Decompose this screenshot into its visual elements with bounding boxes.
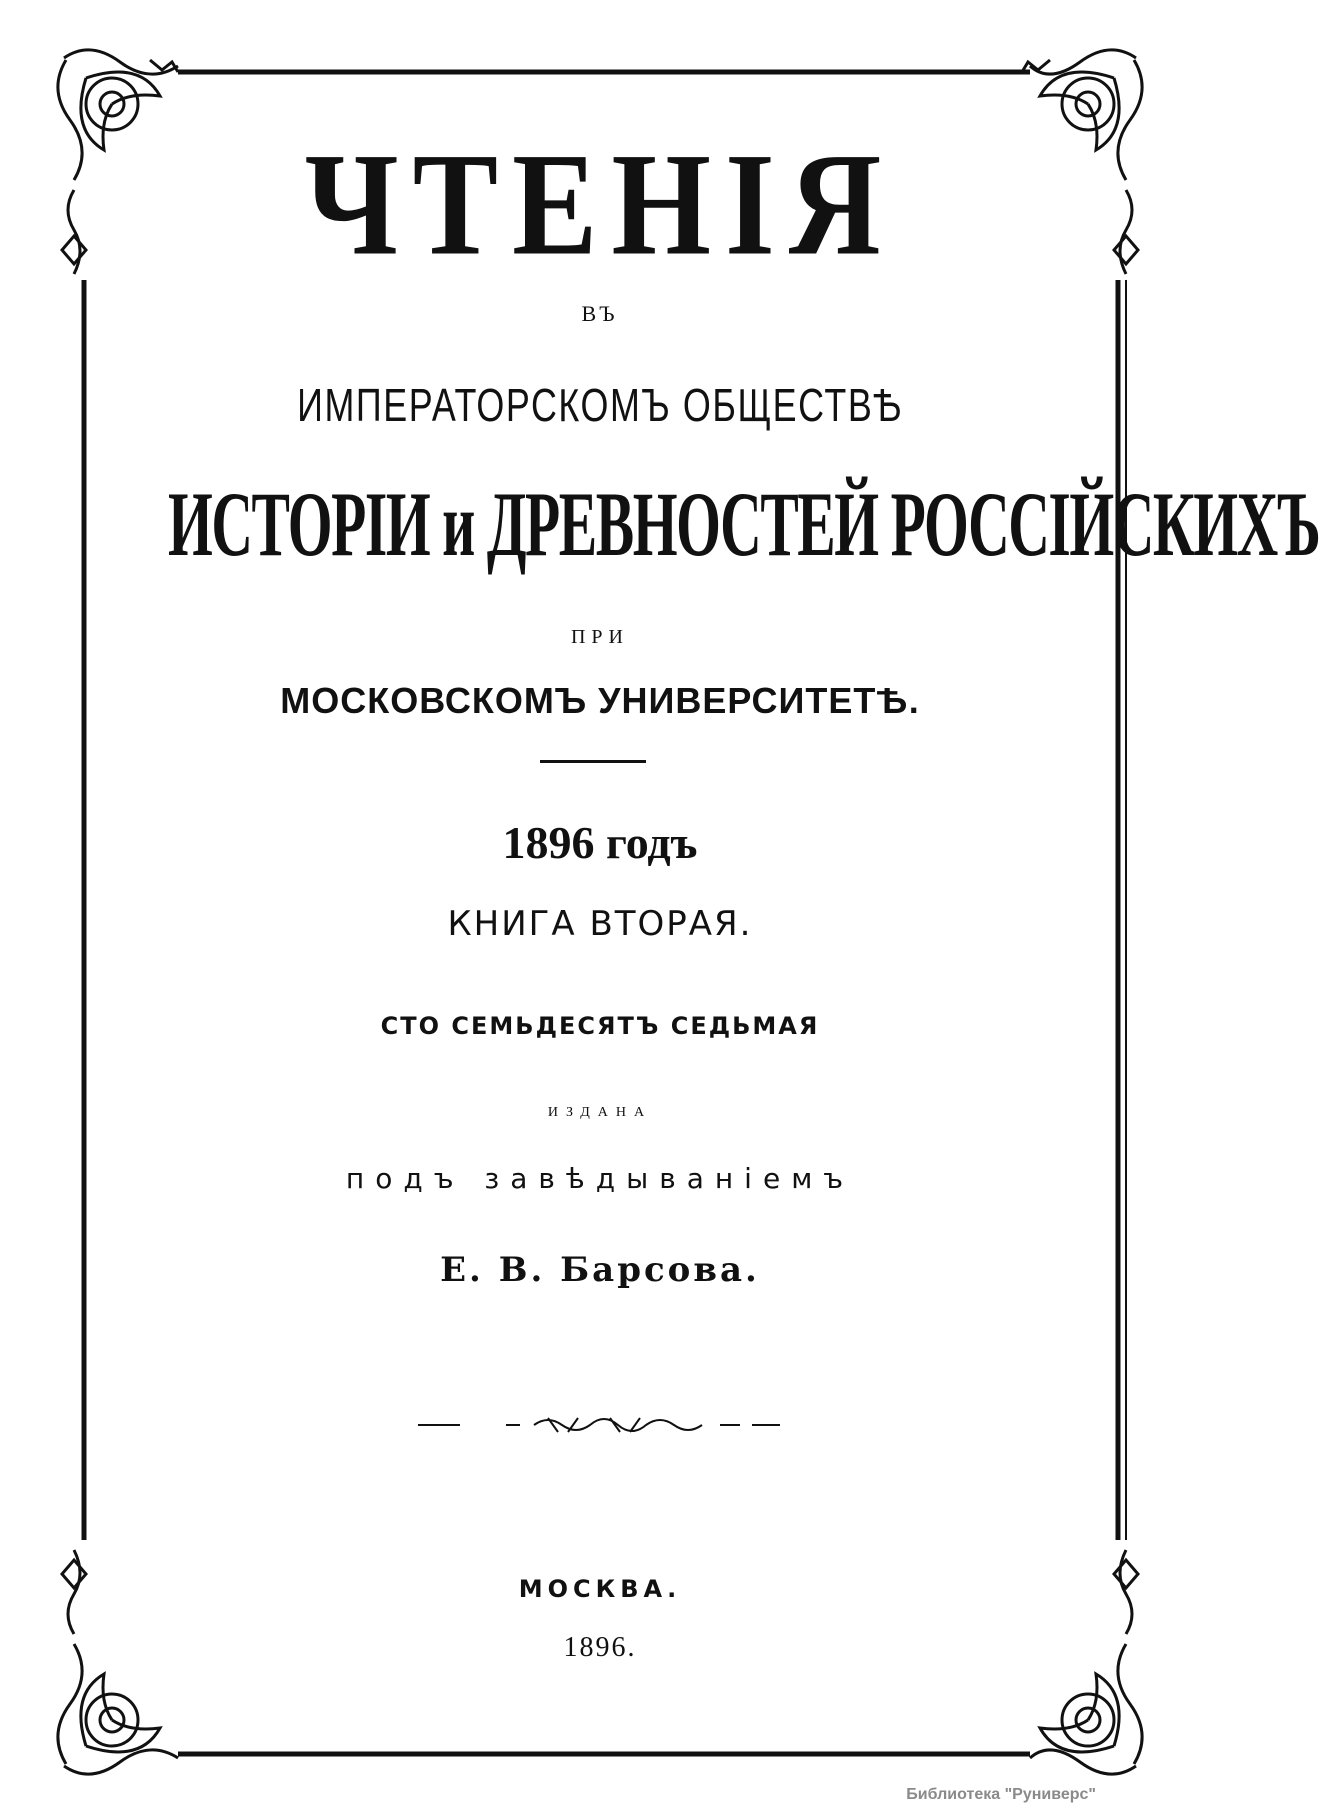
library-watermark: Библиотека "Руниверс" [906, 1786, 1096, 1803]
society-line-2: ИСТОРІИ и ДРЕВНОСТЕЙ РОССІЙСКИХЪ [167, 474, 1319, 576]
editor-name: Е. В. Барсова. [440, 1250, 760, 1290]
issue-number: СТО СЕМЬДЕСЯТЪ СЕДЬМАЯ [380, 1012, 820, 1040]
year-heading: 1896 годъ [502, 817, 698, 868]
under-editorship-line: подъ завѣдываніемъ [345, 1162, 855, 1195]
university-line: МОСКОВСКОМЪ УНИВЕРСИТЕТѢ. [280, 680, 920, 721]
book-number: КНИГА ВТОРАЯ. [447, 904, 753, 944]
city-line: МОСКВА. [518, 1575, 682, 1603]
issued-label: ИЗДАНА [547, 1105, 653, 1120]
short-rule [540, 760, 646, 763]
main-title: ЧТЕНІЯ [304, 122, 896, 286]
preposition-line-2: ПРИ [570, 626, 629, 648]
publication-year: 1896. [563, 1632, 637, 1663]
preposition-line: ВЪ [581, 301, 619, 326]
decorative-divider [418, 1418, 780, 1432]
society-line-1: ИМПЕРАТОРСКОМЪ ОБЩЕСТВѢ [297, 379, 903, 431]
